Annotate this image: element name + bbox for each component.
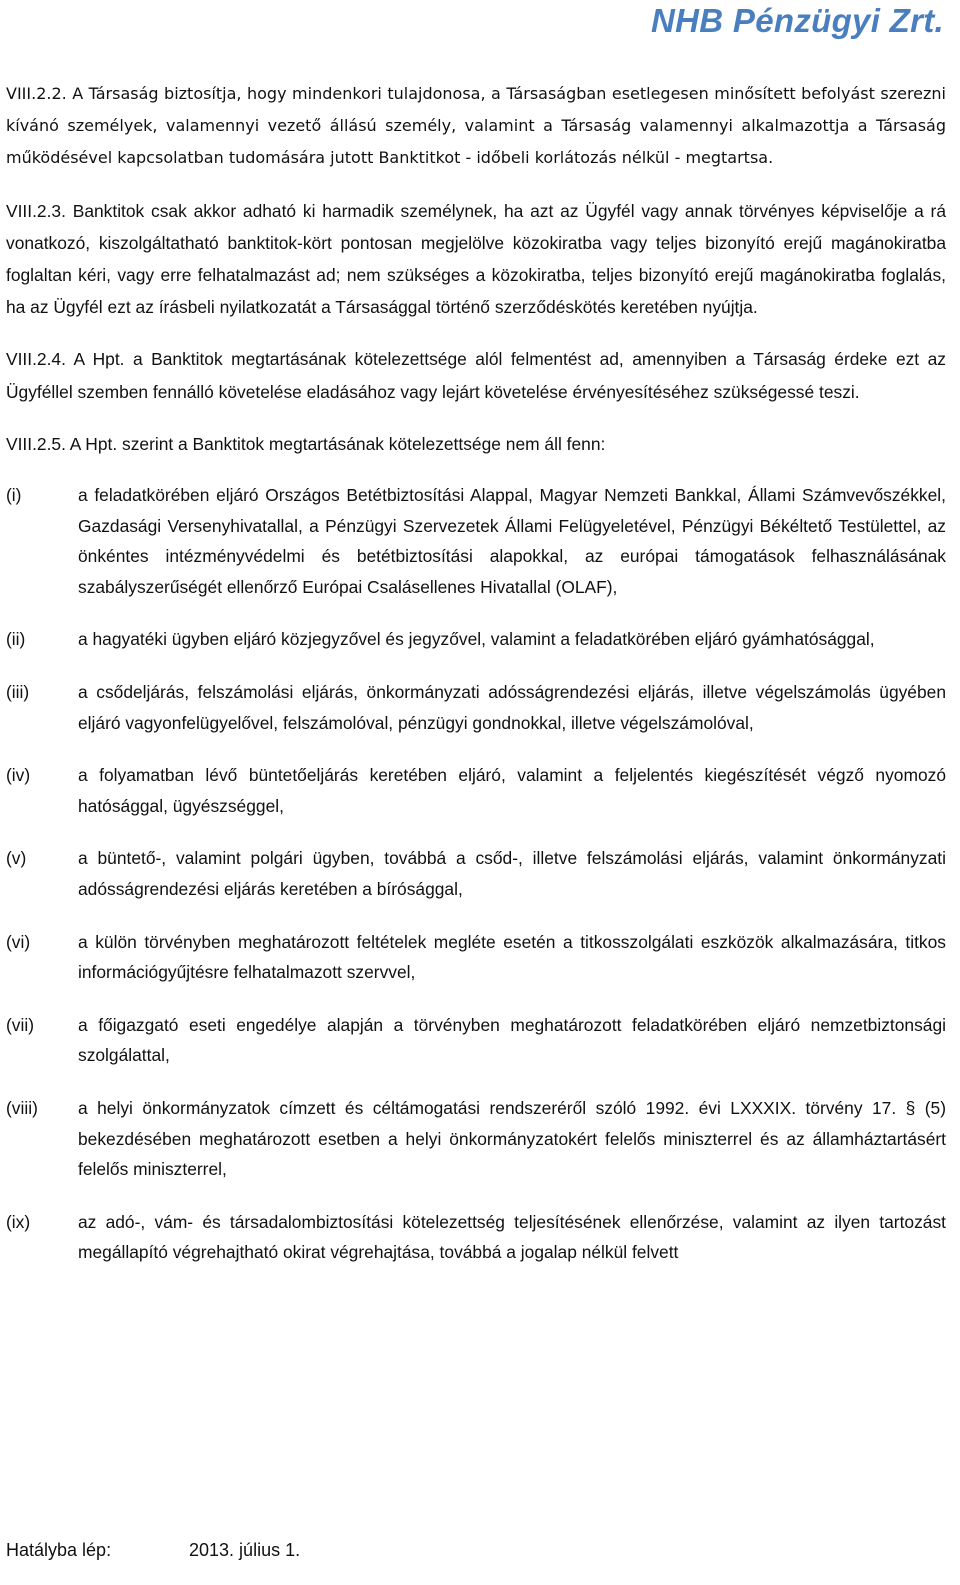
section-paragraph-8-2-4: VIII.2.4. A Hpt. a Banktitok megtartásának kötelezettsége alól felmentést ad, amennyiben a Társaság érdeke ezt az Ügyféllel szemben fennálló követelése eladásához vagy lejárt követelése érvényesítéséhez szükségessé teszi. (6, 349, 946, 402)
list-item-text: a külön törvényben meghatározott feltételek megléte esetén a titkosszolgálati eszközök alkalmazására, titkos információgyűjtésre felhatalmazott szervvel, (78, 931, 946, 983)
list-item-text: a főigazgató eseti engedélye alapján a törvényben meghatározott feladatkörében eljáró nemzetbiztonsági szolgálattal, (78, 1014, 946, 1066)
document-body (6, 78, 946, 1290)
list-item (6, 1093, 946, 1185)
effective-date-value: 2013. július 1. (189, 1540, 301, 1560)
section-paragraph-8-2-2: VIII.2.2. A Társaság biztosítja, hogy mindenkori tulajdonosa, a Társaságban esetlegesen minősített befolyást szerezni kívánó személyek, valamennyi vezető állású személy, valamint a Társaság valamennyi alkalmazottja a Társaság működésével kapcsolatban tudomására jutott Banktitkot - időbeli korlátozás nélkül - megtartsa. (6, 84, 946, 168)
effective-date-footer (6, 1540, 300, 1561)
list-item-number: (iv) (6, 765, 31, 786)
list-item-number: (vii) (6, 1014, 35, 1035)
list-item-number: (v) (6, 848, 27, 869)
company-header: NHB Pénzügyi Zrt. (651, 2, 944, 39)
list-item-number: (viii) (6, 1097, 38, 1118)
list-item-number: (iii) (6, 682, 30, 702)
list-item (6, 843, 946, 904)
list-item-text: a hagyatéki ügyben eljáró közjegyzővel és jegyzővel, valamint a feladatkörében eljáró gyámhatósággal, (78, 629, 875, 650)
list-item (6, 1207, 946, 1268)
list-item (6, 760, 946, 821)
list-item-number: (vi) (6, 931, 31, 952)
list-item-number: (i) (6, 485, 22, 506)
list-item (6, 480, 946, 602)
list-item (6, 1010, 946, 1071)
list-item-text: a helyi önkormányzatok címzett és céltámogatási rendszeréről szóló 1992. évi LXXXIX. törvény 17. § (5) bekezdésében meghatározott esetben a helyi önkormányzatokért felelős miniszterrel és az államháztartásért felelős miniszterrel, (78, 1097, 946, 1180)
list-item-number: (ix) (6, 1211, 31, 1232)
list-item (6, 677, 946, 738)
effective-date-label: Hatályba lép: (6, 1540, 112, 1560)
list-item-text: az adó-, vám- és társadalombiztosítási kötelezettség teljesítésének ellenőrzése, valamint az ilyen tartozást megállapító végrehajtható okirat végrehajtása, továbbá a jogalap nélkül felvett (78, 1211, 946, 1263)
section-paragraph-8-2-3: VIII.2.3. Banktitok csak akkor adható ki harmadik személynek, ha azt az Ügyfél vagy annak törvényes képviselője a rá vonatkozó, kiszolgáltatható banktitok-kört pontosan megjelölve közokiratba vagy teljes bizonyító erejű magánokiratba foglaltan kéri, vagy erre felhatalmazást ad; nem szükséges a közokiratba, teljes bizonyító erejű magánokiratba foglalás, ha az Ügyfél ezt az írásbeli nyilatkozatát a Társasággal történő szerződéskötés keretében nyújtja. (6, 200, 946, 318)
list-item (6, 624, 946, 655)
exception-list (6, 480, 946, 1268)
list-item (6, 927, 946, 988)
list-item-number: (ii) (6, 629, 26, 650)
list-item-text: a folyamatban lévő büntetőeljárás keretében eljáró, valamint a feljelentés kiegészítését végző nyomozó hatósággal, ügyészséggel, (78, 765, 946, 816)
section-paragraph-8-2-5: VIII.2.5. A Hpt. szerint a Banktitok megtartásának kötelezettsége nem áll fenn: (6, 433, 606, 454)
list-item-text: a feladatkörében eljáró Országos Betétbiztosítási Alappal, Magyar Nemzeti Bankkal, Állami Számvevőszékkel, Gazdasági Versenyhivatallal, a Pénzügyi Szervezetek Állami Felügyeletével, Pénzügyi Békéltető Testülettel, az önkéntes intézményvédelmi és betétbiztosítási alapokkal, az európai támogatások felhasználásának szabályszerűségét ellenőrző Európai Csalásellenes Hivatallal (OLAF), (78, 485, 946, 597)
list-item-text: a csődeljárás, felszámolási eljárás, önkormányzati adósságrendezési eljárás, illetve végelszámolás ügyében eljáró vagyonfelügyelővel, felszámolóval, pénzügyi gondnokkal, illetve végelszámolóval, (78, 682, 946, 733)
list-item-text: a büntető-, valamint polgári ügyben, továbbá a csőd-, illetve felszámolási eljárás, valamint önkormányzati adósságrendezési eljárás keretében a bírósággal, (78, 848, 946, 899)
